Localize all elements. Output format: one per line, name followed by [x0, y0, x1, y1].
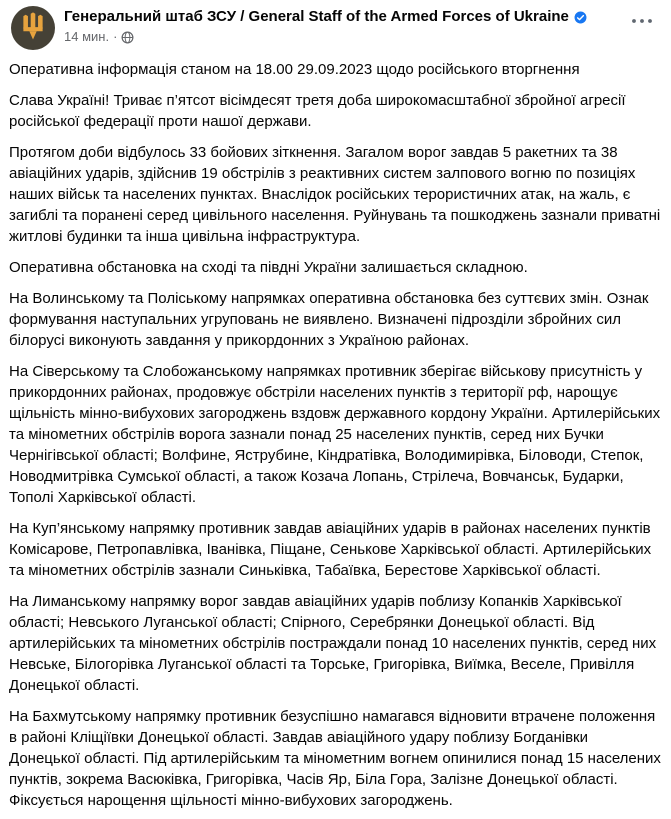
header-text-block	[64, 6, 587, 45]
post-meta	[64, 29, 587, 45]
post-paragraph: Слава Україні! Триває п’ятсот вісімдесят третя доба широкомасштабної збройної агресії російської федерації проти нашої держави.	[9, 92, 626, 130]
timestamp-link[interactable]: 14 мин.	[64, 29, 110, 44]
post-paragraph: На Куп’янському напрямку противник завдав авіаційних ударів в районах населених пунктів Комісарове, Петропавлівка, Іванівка, Піщане, Сенькове Харківської області. Артилерійських та мінометних обстрілів зазнали Синьківка, Табаївка, Берестове Харківської області.	[9, 520, 652, 579]
more-options-button[interactable]	[625, 6, 659, 36]
post-paragraph: На Бахмутському напрямку противник безуспішно намагався відновити втрачене положення в районі Кліщіївки Донецької області. Завдав авіаційного удару поблизу Богданівки Донецької області. Під артилерійським та мінометним вогнем опинилися понад 15 населених пунктів, зокрема Васюківка, Григорівка, Часів Яр, Біла Гора, Залізне Донецької області. Фіксується нарощення щільності мінно-вибухових загороджень.	[9, 708, 661, 809]
trident-logo-icon	[11, 6, 55, 50]
post-paragraph: Оперативна інформація станом на 18.00 29.09.2023 щодо російського вторгнення	[9, 61, 580, 78]
post-paragraph: На Сіверському та Слобожанському напрямках противник зберігає військову присутність у прикордонних районах, продовжує обстріли населених пунктів з території рф, нарощує щільність мінно-вибухових загороджень вздовж державного кордону України. Артилерійських та мінометних обстрілів ворога зазнали понад 25 населених пунктів, серед них Бучки Чернігівської області; Волфине, Яструбине, Кіндратівка, Володимирівка, Біловоди, Степок, Новодмитрівка Сумської області, а також Козача Лопань, Стрілеча, Вовчанськ, Бударки, Тополі Харківської області.	[9, 363, 661, 506]
page-avatar[interactable]	[11, 6, 55, 50]
post-paragraph: Оперативна обстановка на сході та півдні України залишається складною.	[9, 259, 528, 276]
post-header	[0, 0, 671, 50]
post-paragraph: На Лиманському напрямку ворог завдав авіаційних ударів поблизу Копанків Харківської області; Невського Луганської області; Спірного, Серебрянки Донецької області. Від артилерійських та мінометних обстрілів постраждали понад 10 населених пунктів, серед них Невське, Білогорівка Луганської області та Торське, Григорівка, Виїмка, Веселе, Привілля Донецької області.	[9, 593, 657, 694]
meta-separator: ·	[113, 29, 118, 44]
post-paragraph: Протягом доби відбулось 33 бойових зіткнення. Загалом ворог завдав 5 ракетних та 38 авіаційних ударів, здійснив 19 обстрілів з реактивних систем залпового вогню по позиціях наших військ та населених пунктах. Внаслідок російських терористичних атак, на жаль, є загиблі та поранені серед цивільного населення. Руйнувань та пошкоджень зазнали приватні житлові будинки та інша цивільна інфраструктура.	[9, 144, 661, 245]
page-name-link[interactable]: Генеральний штаб ЗСУ / General Staff of the Armed Forces of Ukraine	[64, 8, 569, 25]
globe-icon	[121, 31, 134, 44]
post-text	[0, 50, 671, 819]
post-paragraph: На Волинському та Поліському напрямках оперативна обстановка без суттєвих змін. Ознак формування наступальних угруповань не виявлено. Визначені підрозділи збройних сил білорусі виконують завдання у прикордонних з Україною районах.	[9, 290, 649, 349]
verified-badge-icon	[574, 11, 587, 24]
ellipsis-icon	[631, 16, 653, 26]
